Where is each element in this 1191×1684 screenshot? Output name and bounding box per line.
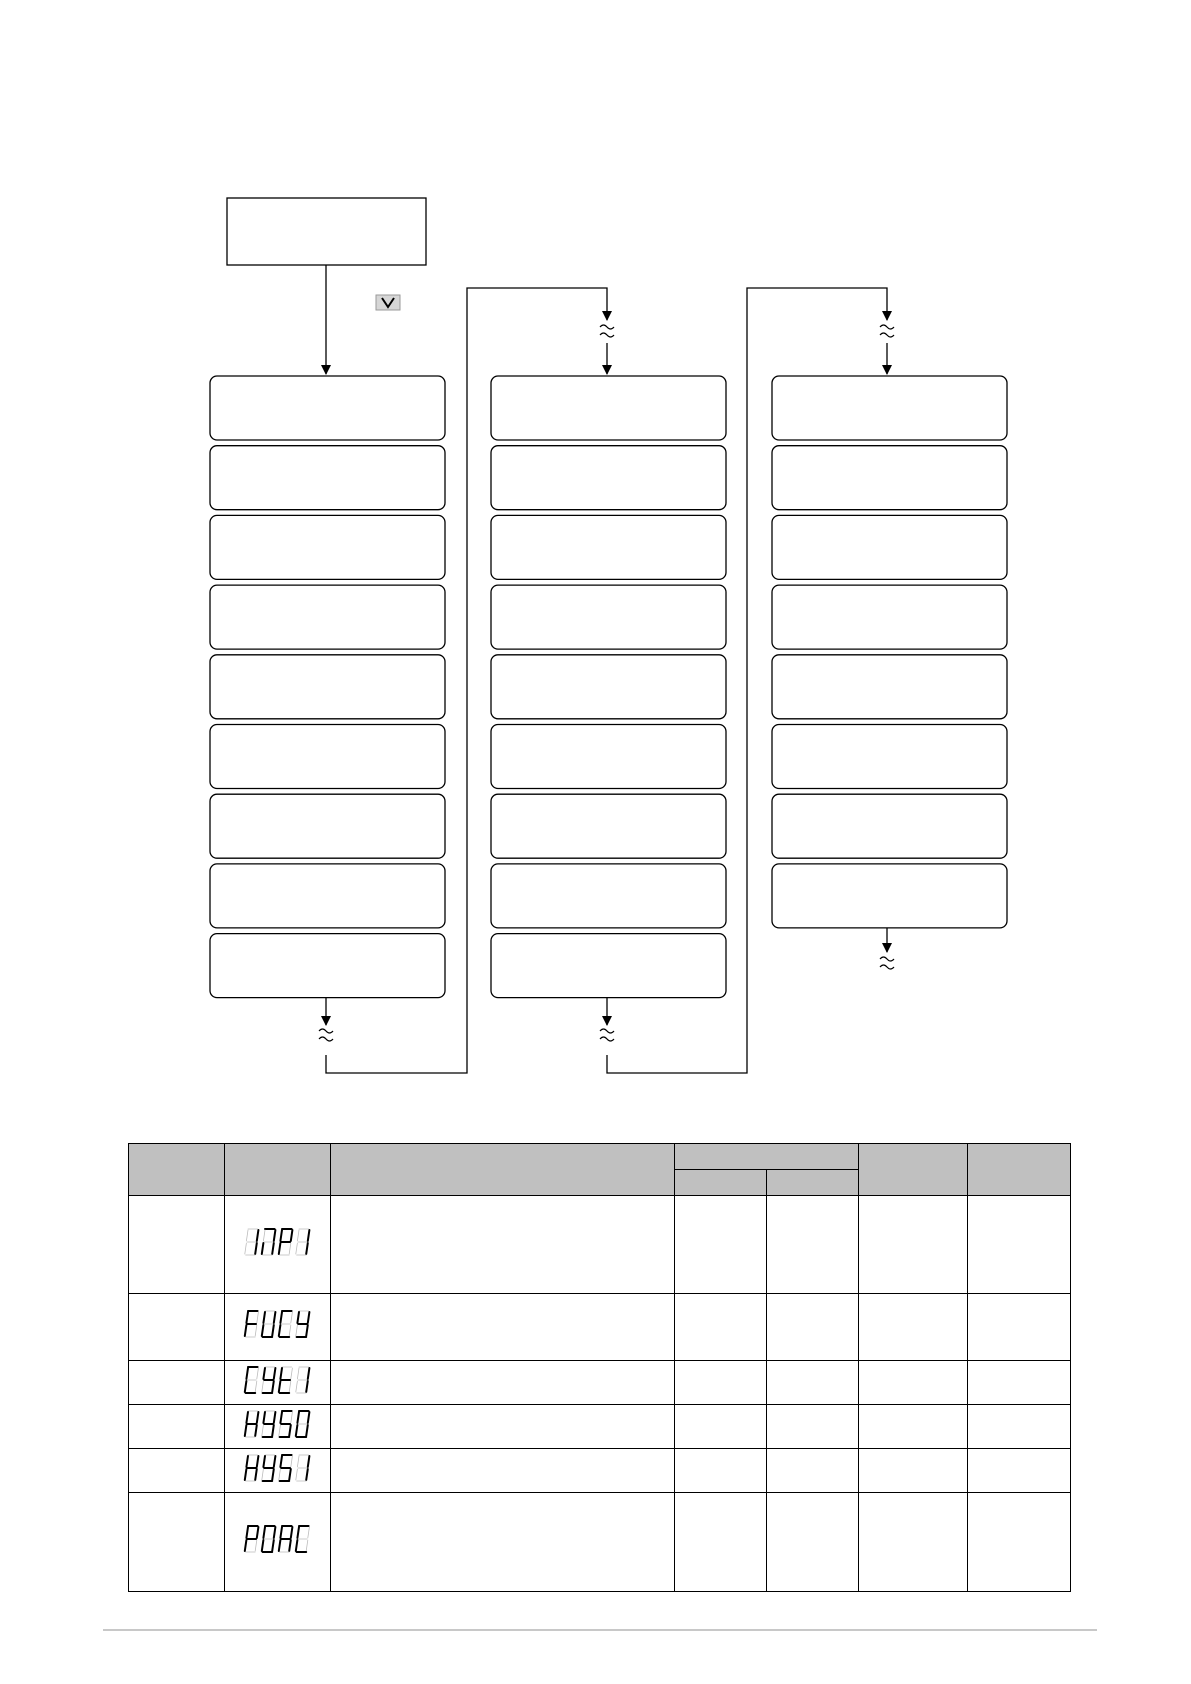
parameter-box	[772, 515, 1007, 579]
break-mark-icon	[600, 1029, 614, 1041]
segment-display	[225, 1294, 331, 1361]
parameter-box	[772, 655, 1007, 719]
column-2	[491, 376, 726, 998]
seven-segment-glyphs	[241, 1365, 315, 1397]
parameter-box	[772, 585, 1007, 649]
parameter-box	[210, 655, 445, 719]
parameter-box	[491, 864, 726, 928]
header-col-3	[331, 1144, 675, 1196]
parameter-box	[491, 585, 726, 649]
parameter-box	[491, 794, 726, 858]
seven-segment-glyphs	[241, 1409, 315, 1441]
table-row	[129, 1196, 1071, 1294]
column-3	[772, 376, 1007, 928]
column-1	[210, 376, 445, 998]
table-row	[129, 1294, 1071, 1361]
parameter-box	[772, 794, 1007, 858]
header-col-6	[968, 1144, 1071, 1196]
parameter-table	[128, 1143, 1071, 1592]
parameter-box	[210, 446, 445, 510]
seven-segment-glyphs	[241, 1309, 315, 1341]
segment-display	[225, 1493, 331, 1592]
break-mark-icon	[880, 957, 894, 969]
parameter-box	[210, 864, 445, 928]
parameter-box	[772, 725, 1007, 789]
parameter-box	[210, 934, 445, 998]
table-row	[129, 1493, 1071, 1592]
parameter-box	[491, 376, 726, 440]
parameter-box	[491, 446, 726, 510]
parameter-box	[772, 864, 1007, 928]
parameter-box	[210, 515, 445, 579]
header-col-1	[129, 1144, 225, 1196]
break-mark-icon	[600, 325, 614, 337]
break-mark-icon	[880, 325, 894, 337]
start-box	[227, 198, 426, 265]
segment-display	[225, 1449, 331, 1493]
table-row	[129, 1405, 1071, 1449]
break-mark-icon	[319, 1029, 333, 1041]
parameter-box	[772, 376, 1007, 440]
header-col-2	[225, 1144, 331, 1196]
parameter-box	[491, 934, 726, 998]
header-col-4b	[767, 1170, 859, 1196]
seven-segment-glyphs	[241, 1227, 315, 1259]
seven-segment-glyphs	[241, 1453, 315, 1485]
parameter-box	[491, 655, 726, 719]
parameter-box	[210, 794, 445, 858]
header-col-4-group	[675, 1144, 859, 1170]
parameter-box	[491, 515, 726, 579]
parameter-box	[210, 725, 445, 789]
segment-display	[225, 1361, 331, 1405]
header-col-5	[859, 1144, 968, 1196]
table-row	[129, 1361, 1071, 1405]
parameter-box	[210, 376, 445, 440]
header-col-4a	[675, 1170, 767, 1196]
table-row	[129, 1449, 1071, 1493]
footer-rule	[103, 1629, 1097, 1631]
seven-segment-glyphs	[241, 1524, 315, 1556]
parameter-box	[491, 725, 726, 789]
segment-display	[225, 1405, 331, 1449]
parameter-box	[210, 585, 445, 649]
segment-display	[225, 1196, 331, 1294]
parameter-box	[772, 446, 1007, 510]
down-key-icon	[376, 295, 400, 310]
